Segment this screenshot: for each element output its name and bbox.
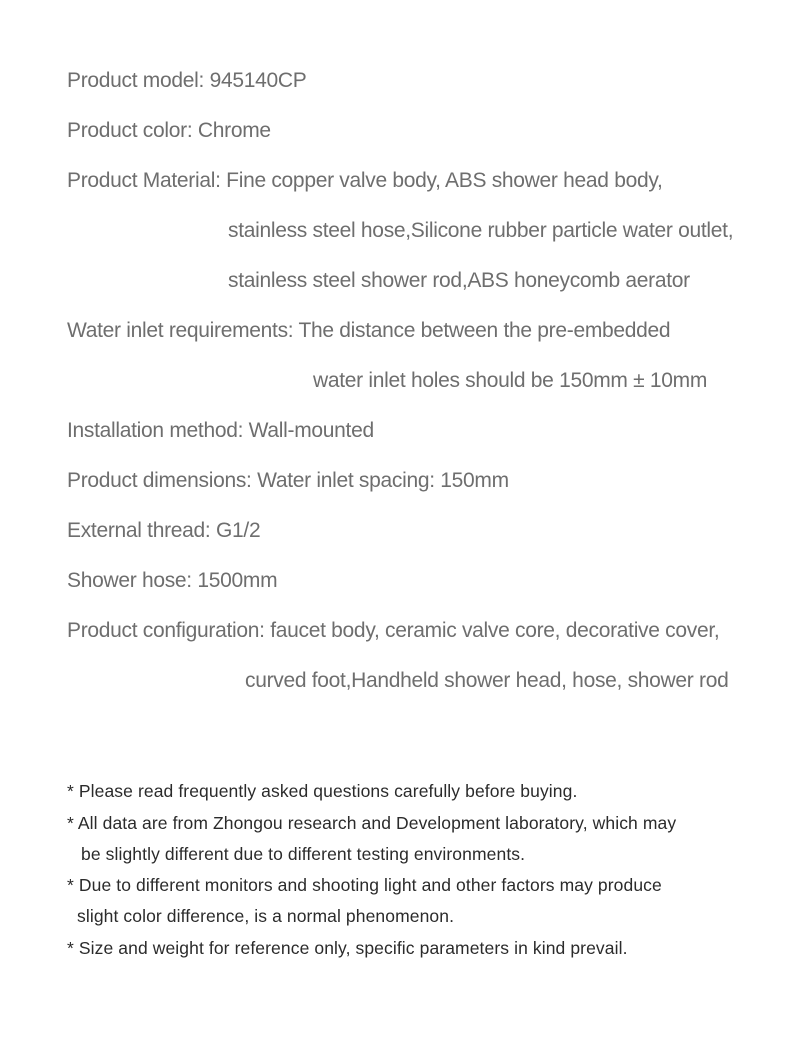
spec-product-configuration	[67, 618, 719, 644]
spec-value: 945140CP	[209, 69, 307, 92]
note-color-difference-line-2: slight color difference, is a normal phenomenon.	[77, 906, 455, 926]
spec-value: 1500mm	[197, 569, 278, 592]
spec-value: The distance between the pre-embedded	[298, 319, 671, 342]
spec-value: Fine copper valve body, ABS shower head body,	[226, 169, 663, 192]
note-data-source: * All data are from Zhongou research and Development laboratory, which may	[67, 813, 677, 833]
spec-external-thread	[67, 518, 260, 544]
note-color-difference: * Due to different monitors and shooting light and other factors may produce	[67, 875, 662, 895]
spec-label: Water inlet requirements:	[67, 319, 299, 342]
spec-value: G1/2	[216, 519, 261, 542]
spec-value: faucet body, ceramic valve core, decorative cover,	[270, 619, 720, 642]
spec-label: Product dimensions:	[67, 469, 258, 492]
spec-label: Product configuration:	[67, 619, 271, 642]
spec-product-color	[67, 118, 271, 144]
spec-product-material-line-2: stainless steel hose,Silicone rubber particle water outlet,	[228, 219, 734, 242]
spec-label: Product color:	[67, 119, 198, 142]
note-faq: * Please read frequently asked questions carefully before buying.	[67, 781, 578, 801]
note-size-weight: * Size and weight for reference only, specific parameters in kind prevail.	[67, 938, 628, 958]
spec-value: Wall-mounted	[248, 419, 374, 442]
spec-value: Chrome	[197, 119, 271, 142]
spec-shower-hose	[67, 568, 277, 594]
spec-product-material	[67, 168, 663, 194]
spec-label: Product model:	[67, 69, 210, 92]
spec-value: Water inlet spacing: 150mm	[257, 469, 509, 492]
note-data-source-line-2: be slightly different due to different testing environments.	[81, 844, 526, 864]
spec-installation-method	[67, 418, 374, 444]
spec-label: Shower hose:	[67, 569, 198, 592]
spec-product-material-line-3: stainless steel shower rod,ABS honeycomb aerator	[228, 269, 690, 292]
spec-water-inlet-line-2: water inlet holes should be 150mm ± 10mm	[313, 369, 708, 392]
spec-product-model	[67, 68, 306, 94]
spec-product-dimensions	[67, 468, 509, 494]
spec-label: Installation method:	[67, 419, 249, 442]
spec-label: External thread:	[67, 519, 216, 542]
spec-label: Product Material:	[67, 169, 227, 192]
spec-product-configuration-line-2: curved foot,Handheld shower head, hose, shower rod	[245, 669, 729, 692]
spec-water-inlet	[67, 318, 670, 344]
